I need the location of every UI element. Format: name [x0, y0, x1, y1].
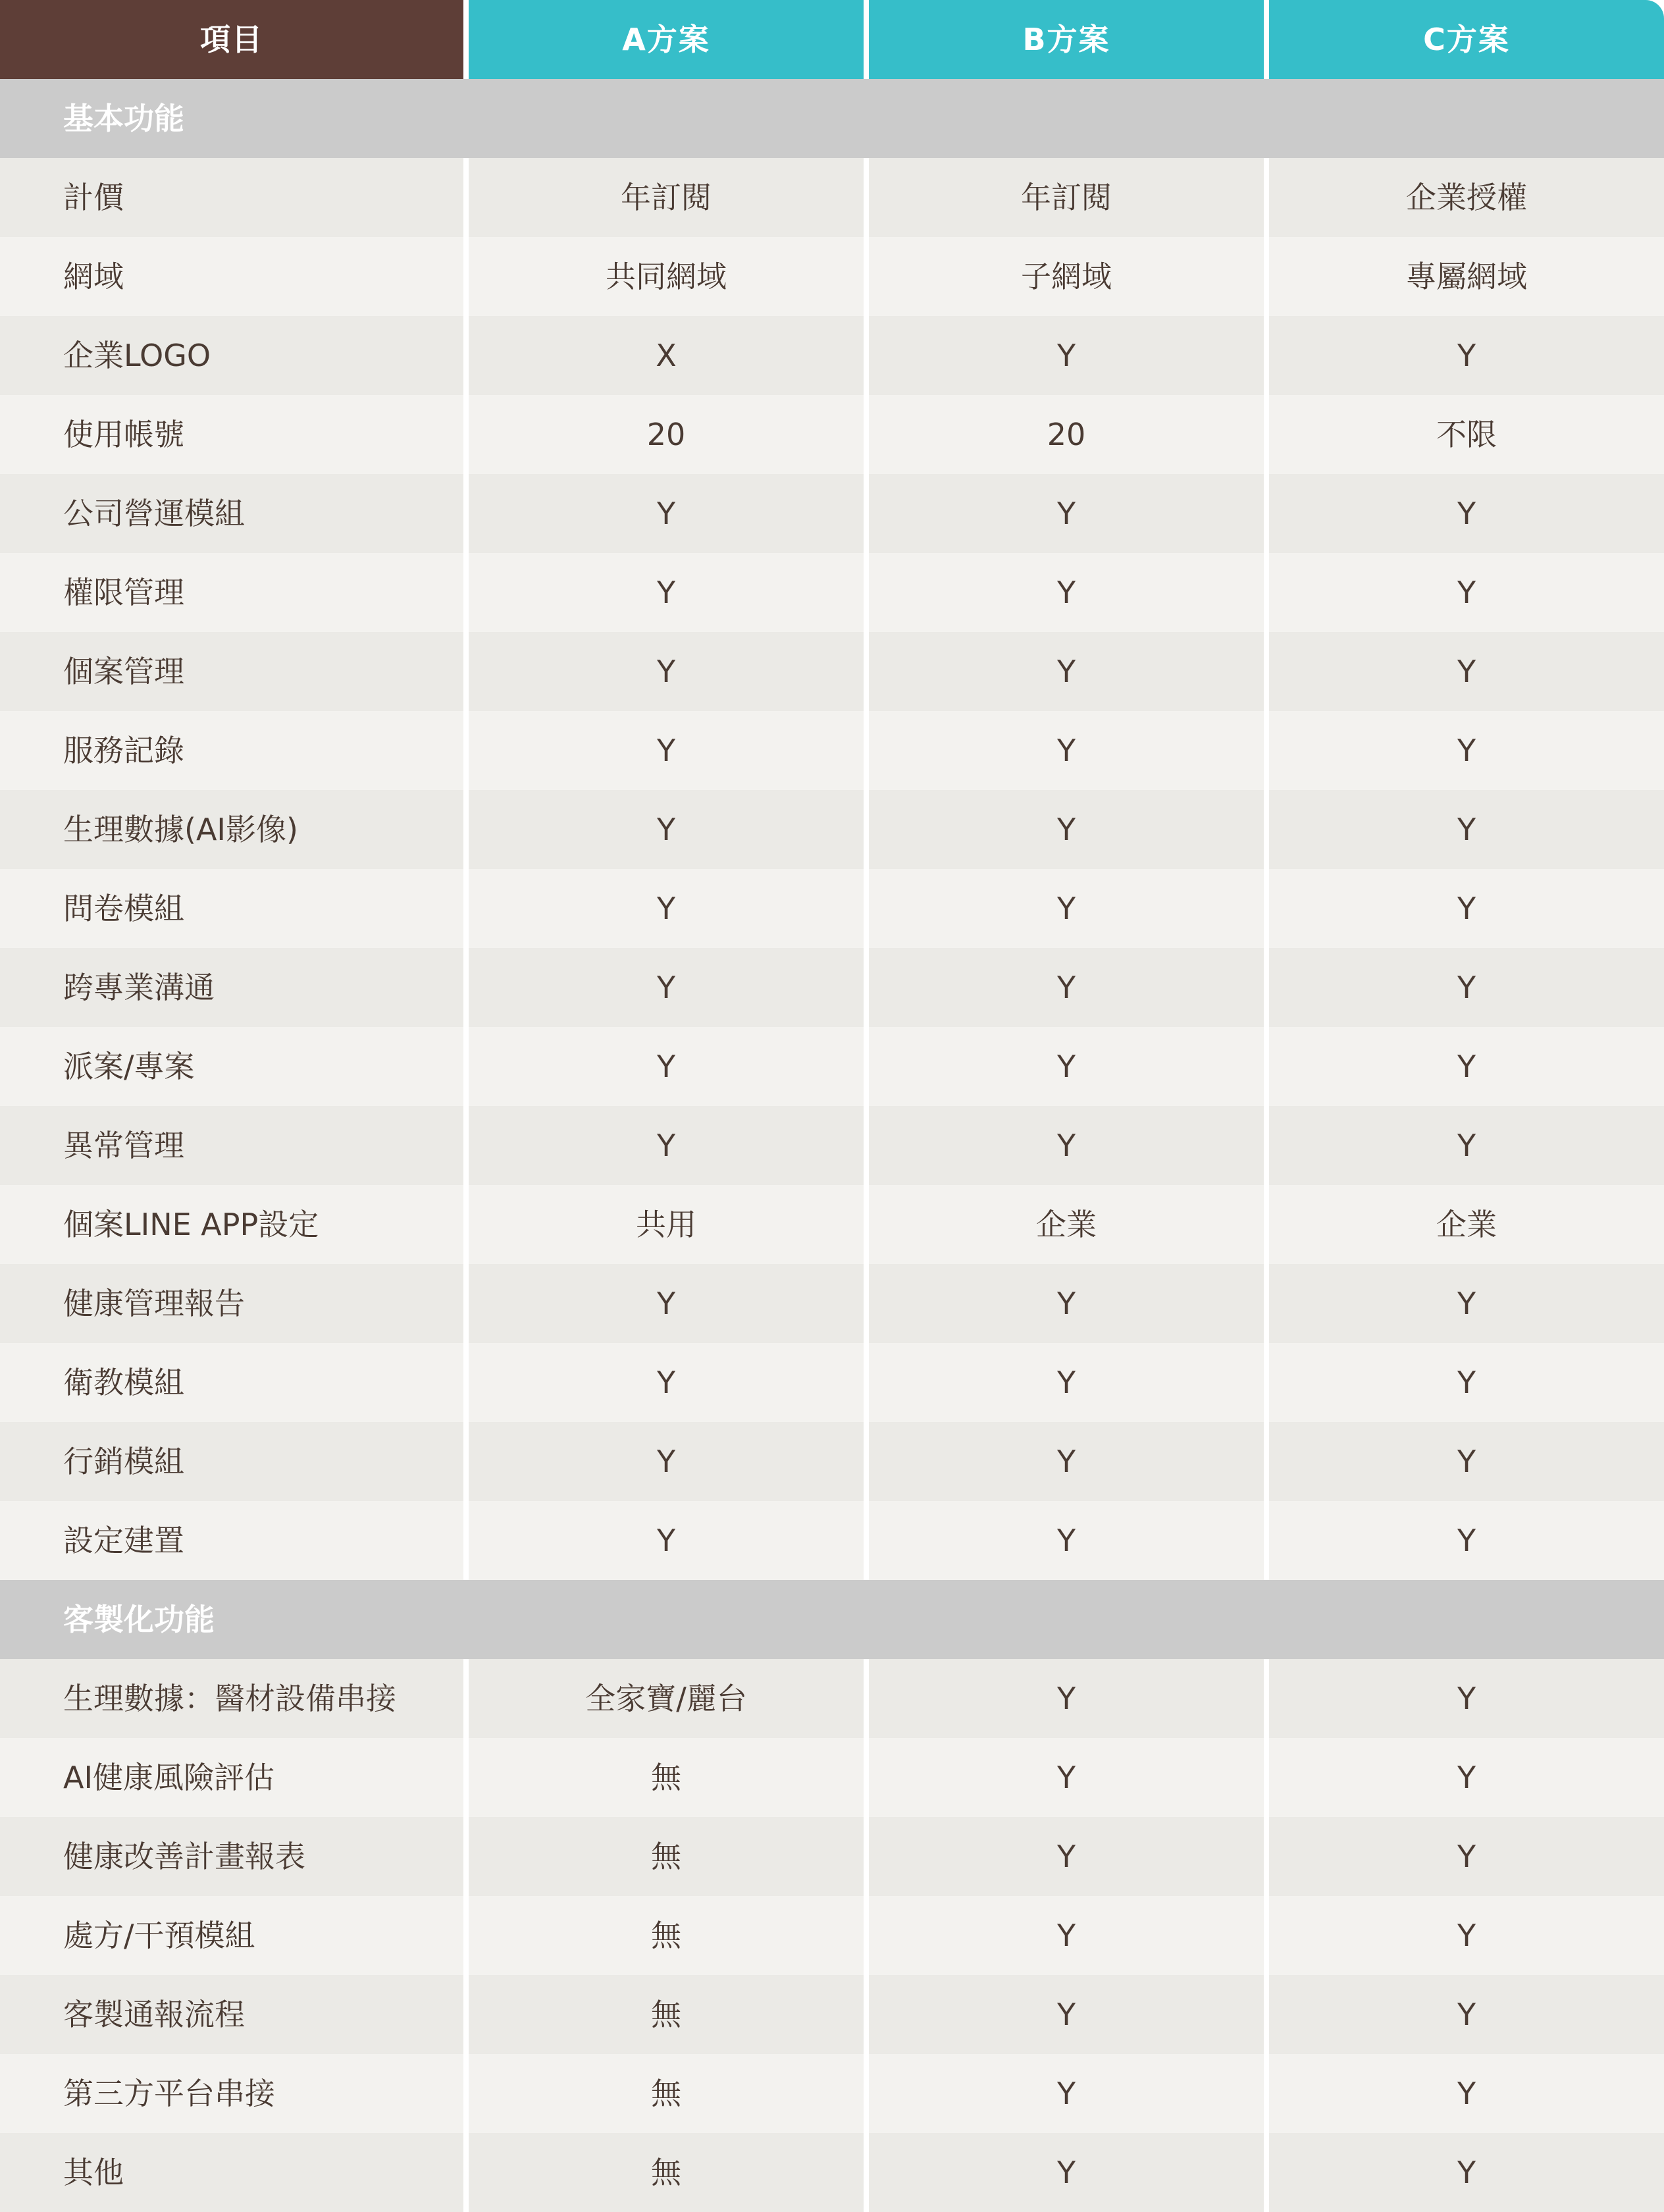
table-row [0, 2133, 1664, 2212]
row-plan-a-value: Y [469, 553, 864, 632]
table-row [0, 948, 1664, 1027]
row-plan-a-value: 無 [469, 1896, 864, 1975]
table-row [0, 316, 1664, 395]
table-row [0, 1264, 1664, 1343]
row-plan-b-value: Y [869, 553, 1264, 632]
row-item-label: 使用帳號 [0, 395, 463, 474]
row-plan-b-value: Y [869, 1106, 1264, 1185]
row-plan-c-value: 企業授權 [1269, 158, 1664, 237]
table-row [0, 1896, 1664, 1975]
row-plan-a-value: Y [469, 1343, 864, 1422]
table-row [0, 1343, 1664, 1422]
row-plan-b-value: Y [869, 474, 1264, 553]
row-plan-c-value: Y [1269, 711, 1664, 790]
row-plan-a-value: Y [469, 1106, 864, 1185]
row-item-label: 個案LINE APP設定 [0, 1185, 463, 1264]
table-row [0, 1501, 1664, 1580]
header-plan-c: C方案 [1269, 0, 1664, 79]
table-row [0, 237, 1664, 316]
row-plan-b-value: Y [869, 1896, 1264, 1975]
table-row [0, 1106, 1664, 1185]
row-plan-c-value: Y [1269, 1975, 1664, 2054]
row-plan-a-value: 無 [469, 1738, 864, 1817]
table-row [0, 474, 1664, 553]
row-plan-c-value: Y [1269, 2133, 1664, 2212]
row-plan-a-value: 共用 [469, 1185, 864, 1264]
row-plan-a-value: 全家寶/麗台 [469, 1659, 864, 1738]
row-plan-b-value: Y [869, 1659, 1264, 1738]
table-row [0, 1659, 1664, 1738]
row-plan-b-value: Y [869, 1817, 1264, 1896]
row-plan-c-value: Y [1269, 1343, 1664, 1422]
row-plan-c-value: Y [1269, 1422, 1664, 1501]
row-item-label: 權限管理 [0, 553, 463, 632]
row-plan-a-value: Y [469, 1264, 864, 1343]
row-plan-b-value: 子網域 [869, 237, 1264, 316]
row-plan-b-value: Y [869, 2133, 1264, 2212]
row-plan-c-value: Y [1269, 1896, 1664, 1975]
row-plan-c-value: Y [1269, 474, 1664, 553]
row-plan-c-value: Y [1269, 1501, 1664, 1580]
section-header-row [0, 1580, 1664, 1659]
table-row [0, 553, 1664, 632]
row-plan-b-value: Y [869, 948, 1264, 1027]
row-item-label: 公司營運模組 [0, 474, 463, 553]
row-plan-c-value: Y [1269, 948, 1664, 1027]
row-item-label: 網域 [0, 237, 463, 316]
row-plan-b-value: Y [869, 632, 1264, 711]
row-item-label: 異常管理 [0, 1106, 463, 1185]
row-plan-b-value: Y [869, 1027, 1264, 1106]
row-plan-b-value: Y [869, 1343, 1264, 1422]
row-item-label: 衛教模組 [0, 1343, 463, 1422]
row-item-label: 處方/干預模組 [0, 1896, 463, 1975]
table-row [0, 1027, 1664, 1106]
row-plan-b-value: Y [869, 790, 1264, 869]
row-item-label: 其他 [0, 2133, 463, 2212]
row-plan-c-value: Y [1269, 790, 1664, 869]
row-item-label: 派案/專案 [0, 1027, 463, 1106]
row-plan-a-value: 20 [469, 395, 864, 474]
row-plan-b-value: Y [869, 711, 1264, 790]
row-item-label: 行銷模組 [0, 1422, 463, 1501]
table-row [0, 1975, 1664, 2054]
row-plan-b-value: 年訂閱 [869, 158, 1264, 237]
row-plan-c-value: Y [1269, 316, 1664, 395]
table-row [0, 1422, 1664, 1501]
row-plan-b-value: Y [869, 869, 1264, 948]
row-plan-b-value: 企業 [869, 1185, 1264, 1264]
row-plan-b-value: Y [869, 1264, 1264, 1343]
row-item-label: 個案管理 [0, 632, 463, 711]
section-header-row [0, 79, 1664, 158]
table-header-row [0, 0, 1664, 79]
row-item-label: 設定建置 [0, 1501, 463, 1580]
row-plan-b-value: Y [869, 316, 1264, 395]
row-plan-c-value: 專屬網域 [1269, 237, 1664, 316]
row-plan-b-value: Y [869, 1975, 1264, 2054]
row-plan-a-value: 無 [469, 2133, 864, 2212]
row-plan-c-value: Y [1269, 1106, 1664, 1185]
row-plan-c-value: Y [1269, 1027, 1664, 1106]
row-plan-a-value: Y [469, 1501, 864, 1580]
row-plan-c-value: 企業 [1269, 1185, 1664, 1264]
row-plan-c-value: Y [1269, 1659, 1664, 1738]
row-item-label: 健康改善計畫報表 [0, 1817, 463, 1896]
section-title: 客製化功能 [0, 1580, 1664, 1659]
table-row [0, 1738, 1664, 1817]
table-row [0, 1185, 1664, 1264]
row-plan-a-value: 無 [469, 1817, 864, 1896]
row-plan-a-value: Y [469, 790, 864, 869]
row-plan-c-value: Y [1269, 632, 1664, 711]
table-row [0, 2054, 1664, 2133]
row-plan-c-value: Y [1269, 1264, 1664, 1343]
row-item-label: 服務記錄 [0, 711, 463, 790]
row-item-label: 計價 [0, 158, 463, 237]
row-item-label: 問卷模組 [0, 869, 463, 948]
table-row [0, 632, 1664, 711]
row-item-label: 生理數據(AI影像) [0, 790, 463, 869]
row-plan-c-value: Y [1269, 1738, 1664, 1817]
row-plan-c-value: 不限 [1269, 395, 1664, 474]
row-plan-c-value: Y [1269, 553, 1664, 632]
row-item-label: 第三方平台串接 [0, 2054, 463, 2133]
row-plan-c-value: Y [1269, 2054, 1664, 2133]
section-title: 基本功能 [0, 79, 1664, 158]
table-row [0, 395, 1664, 474]
row-plan-a-value: X [469, 316, 864, 395]
row-plan-a-value: Y [469, 948, 864, 1027]
row-plan-a-value: 無 [469, 2054, 864, 2133]
row-plan-c-value: Y [1269, 1817, 1664, 1896]
table-row [0, 790, 1664, 869]
row-plan-a-value: Y [469, 1027, 864, 1106]
row-item-label: 跨專業溝通 [0, 948, 463, 1027]
row-plan-b-value: Y [869, 1501, 1264, 1580]
row-plan-b-value: Y [869, 2054, 1264, 2133]
row-plan-a-value: Y [469, 711, 864, 790]
row-item-label: 客製通報流程 [0, 1975, 463, 2054]
row-plan-a-value: Y [469, 632, 864, 711]
row-plan-a-value: Y [469, 869, 864, 948]
row-item-label: 健康管理報告 [0, 1264, 463, 1343]
row-plan-a-value: Y [469, 1422, 864, 1501]
table-row [0, 711, 1664, 790]
header-item: 項目 [0, 0, 463, 79]
row-item-label: AI健康風險評估 [0, 1738, 463, 1817]
row-plan-b-value: Y [869, 1422, 1264, 1501]
row-plan-a-value: 無 [469, 1975, 864, 2054]
table-row [0, 869, 1664, 948]
row-plan-b-value: 20 [869, 395, 1264, 474]
header-plan-b: B方案 [869, 0, 1264, 79]
table-row [0, 1817, 1664, 1896]
row-plan-c-value: Y [1269, 869, 1664, 948]
row-item-label: 企業LOGO [0, 316, 463, 395]
row-plan-b-value: Y [869, 1738, 1264, 1817]
header-plan-a: A方案 [469, 0, 864, 79]
row-plan-a-value: 年訂閱 [469, 158, 864, 237]
row-item-label: 生理數據：醫材設備串接 [0, 1659, 463, 1738]
table-row [0, 158, 1664, 237]
row-plan-a-value: Y [469, 474, 864, 553]
row-plan-a-value: 共同網域 [469, 237, 864, 316]
